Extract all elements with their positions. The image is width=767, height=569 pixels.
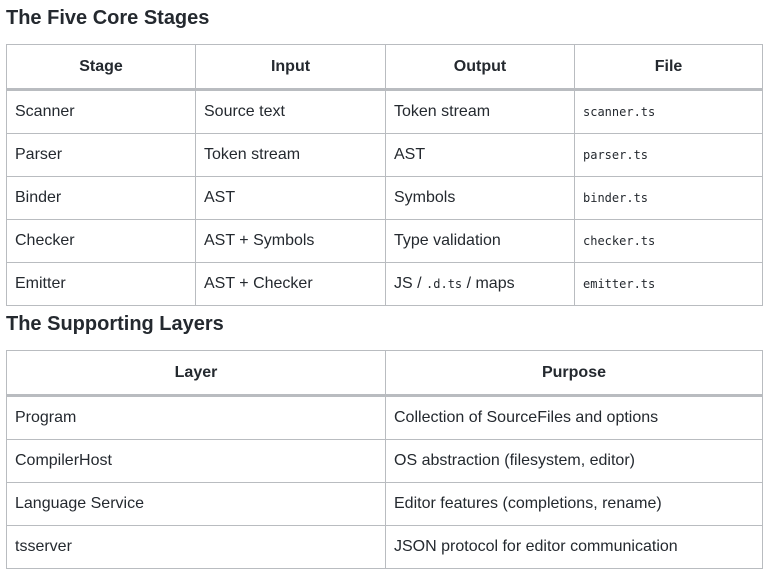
output-cell — [386, 90, 575, 134]
file-name: emitter.ts — [583, 277, 656, 291]
column-header-input: Input — [196, 45, 386, 90]
output-text: AST — [394, 146, 426, 163]
layers-table — [6, 350, 763, 569]
file-cell — [575, 177, 763, 220]
purpose-cell: Collection of SourceFiles and options — [386, 396, 763, 440]
stages-table — [6, 44, 763, 306]
output-text: JS / — [394, 275, 427, 292]
stage-cell: Emitter — [7, 263, 196, 306]
column-header-purpose: Purpose — [386, 351, 763, 396]
file-name: parser.ts — [583, 148, 649, 162]
layer-cell: Language Service — [7, 483, 386, 526]
stage-cell: Checker — [7, 220, 196, 263]
output-text-suffix: / maps — [462, 275, 515, 292]
stage-cell: Parser — [7, 134, 196, 177]
purpose-cell: OS abstraction (filesystem, editor) — [386, 440, 763, 483]
table-row — [7, 396, 763, 440]
column-header-layer: Layer — [7, 351, 386, 396]
layer-cell: tsserver — [7, 526, 386, 569]
purpose-cell: Editor features (completions, rename) — [386, 483, 763, 526]
output-cell — [386, 220, 575, 263]
output-text: Type validation — [394, 232, 501, 249]
file-cell — [575, 220, 763, 263]
column-header-file: File — [575, 45, 763, 90]
table-row — [7, 220, 763, 263]
layer-cell: CompilerHost — [7, 440, 386, 483]
input-cell: Source text — [196, 90, 386, 134]
file-cell — [575, 134, 763, 177]
output-text: Symbols — [394, 189, 456, 206]
layer-cell: Program — [7, 396, 386, 440]
input-cell: AST + Checker — [196, 263, 386, 306]
stage-cell: Binder — [7, 177, 196, 220]
file-name: scanner.ts — [583, 105, 656, 119]
file-name: binder.ts — [583, 191, 649, 205]
table-row — [7, 440, 763, 483]
file-name: checker.ts — [583, 234, 656, 248]
output-text: Token stream — [394, 103, 491, 120]
table-row — [7, 177, 763, 220]
output-cell — [386, 177, 575, 220]
column-header-output: Output — [386, 45, 575, 90]
table-row — [7, 483, 763, 526]
output-cell — [386, 134, 575, 177]
table-row — [7, 263, 763, 306]
table-row — [7, 90, 763, 134]
stage-cell: Scanner — [7, 90, 196, 134]
table-header-row — [7, 351, 763, 396]
table-row — [7, 134, 763, 177]
column-header-stage: Stage — [7, 45, 196, 90]
output-cell — [386, 263, 575, 306]
purpose-cell: JSON protocol for editor communication — [386, 526, 763, 569]
input-cell: AST — [196, 177, 386, 220]
input-cell: Token stream — [196, 134, 386, 177]
layers-heading: The Supporting Layers — [6, 313, 224, 335]
file-cell — [575, 263, 763, 306]
stages-heading: The Five Core Stages — [6, 7, 210, 29]
input-cell: AST + Symbols — [196, 220, 386, 263]
table-row — [7, 526, 763, 569]
file-cell — [575, 90, 763, 134]
table-header-row — [7, 45, 763, 90]
output-code: .d.ts — [426, 277, 463, 291]
